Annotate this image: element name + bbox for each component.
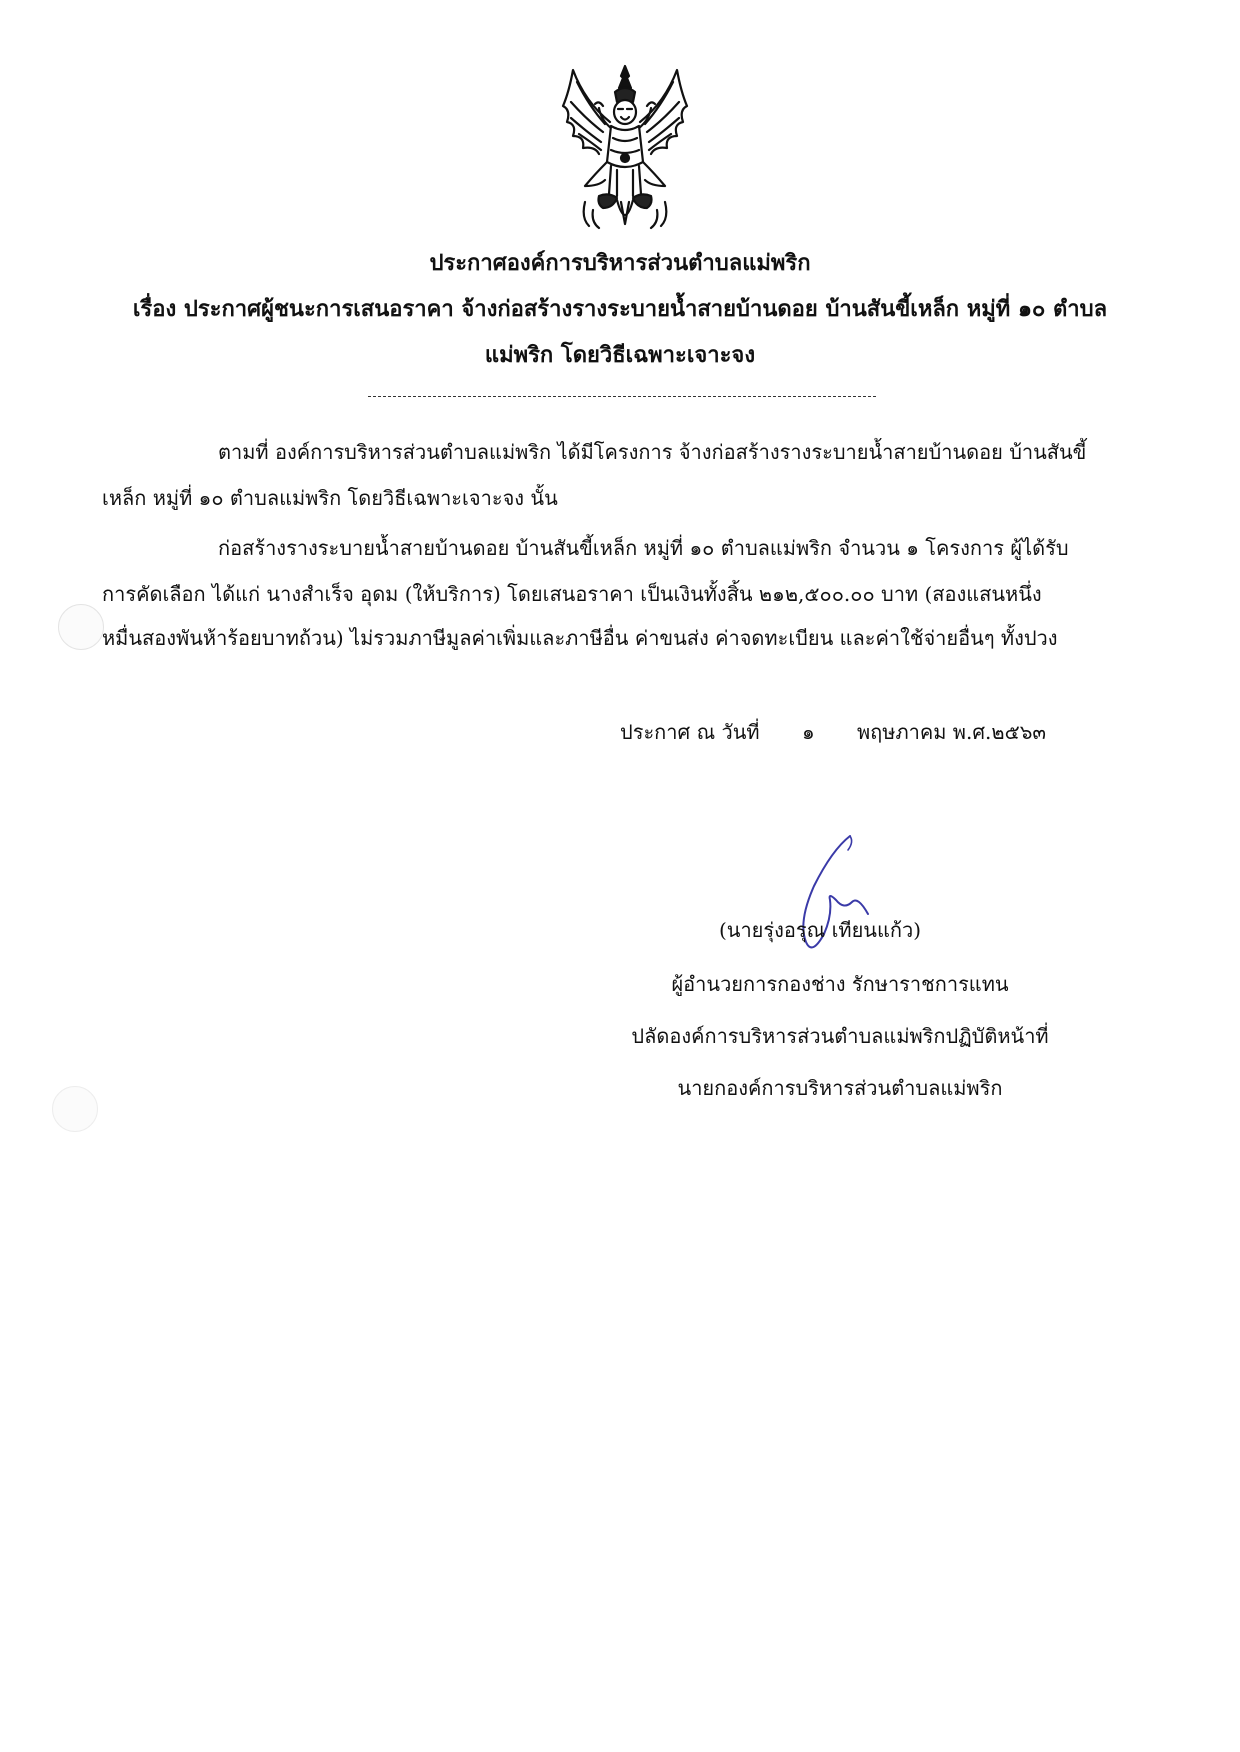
- paragraph-2-line-1: ก่อสร้างรางระบายน้ำสายบ้านดอย บ้านสันขี้เหล็ก หมู่ที่ ๑๐ ตำบลแม่พริก จำนวน ๑ โครงการ ผู้ได้รับ: [218, 536, 1069, 560]
- signatory-position-1: ผู้อำนวยการกองช่าง รักษาราชการแทน: [671, 972, 1009, 996]
- paragraph-1-line-1: ตามที่ องค์การบริหารส่วนตำบลแม่พริก ได้มีโครงการ จ้างก่อสร้างรางระบายน้ำสายบ้านดอย บ้านสันขี้: [218, 440, 1087, 464]
- date-prefix: ประกาศ ณ วันที่: [620, 720, 760, 744]
- paragraph-1-line-2: เหล็ก หมู่ที่ ๑๐ ตำบลแม่พริก โดยวิธีเฉพาะเจาะจง นั้น: [102, 486, 558, 510]
- announcement-date: [620, 716, 1046, 748]
- divider-line: [368, 396, 876, 397]
- signatory-position-2: ปลัดองค์การบริหารส่วนตำบลแม่พริกปฏิบัติหน้าที่: [631, 1024, 1049, 1048]
- paragraph-2-line-3: หมื่นสองพันห้าร้อยบาทถ้วน) ไม่รวมภาษีมูลค่าเพิ่มและภาษีอื่น ค่าขนส่ง ค่าจดทะเบียน และค่าใช้จ่ายอื่นๆ ทั้งปวง: [102, 626, 1058, 650]
- announcement-title: ประกาศองค์การบริหารส่วนตำบลแม่พริก: [429, 250, 811, 276]
- date-day: ๑: [801, 720, 815, 744]
- signatory-name: (นายรุ่งอรุณ เทียนแก้ว): [718, 918, 922, 942]
- subject-line-2: แม่พริก โดยวิธีเฉพาะเจาะจง: [484, 342, 756, 368]
- punch-hole-mark: [58, 604, 104, 650]
- signatory-position-3: นายกองค์การบริหารส่วนตำบลแม่พริก: [677, 1076, 1003, 1100]
- subject-line-1: เรื่อง ประกาศผู้ชนะการเสนอราคา จ้างก่อสร้างรางระบายน้ำสายบ้านดอย บ้านสันขี้เหล็ก หมู่ที่ ๑๐ ตำบล: [132, 296, 1108, 322]
- date-month-year: พฤษภาคม พ.ศ.๒๕๖๓: [857, 720, 1047, 744]
- paragraph-2-line-2: การคัดเลือก ได้แก่ นางสำเร็จ อุดม (ให้บริการ) โดยเสนอราคา เป็นเงินทั้งสิ้น ๒๑๒,๕๐๐.๐๐ บาท (สองแสนหนึ่ง: [102, 582, 1042, 606]
- garuda-emblem-icon: [555, 62, 695, 234]
- punch-hole-mark: [52, 1086, 98, 1132]
